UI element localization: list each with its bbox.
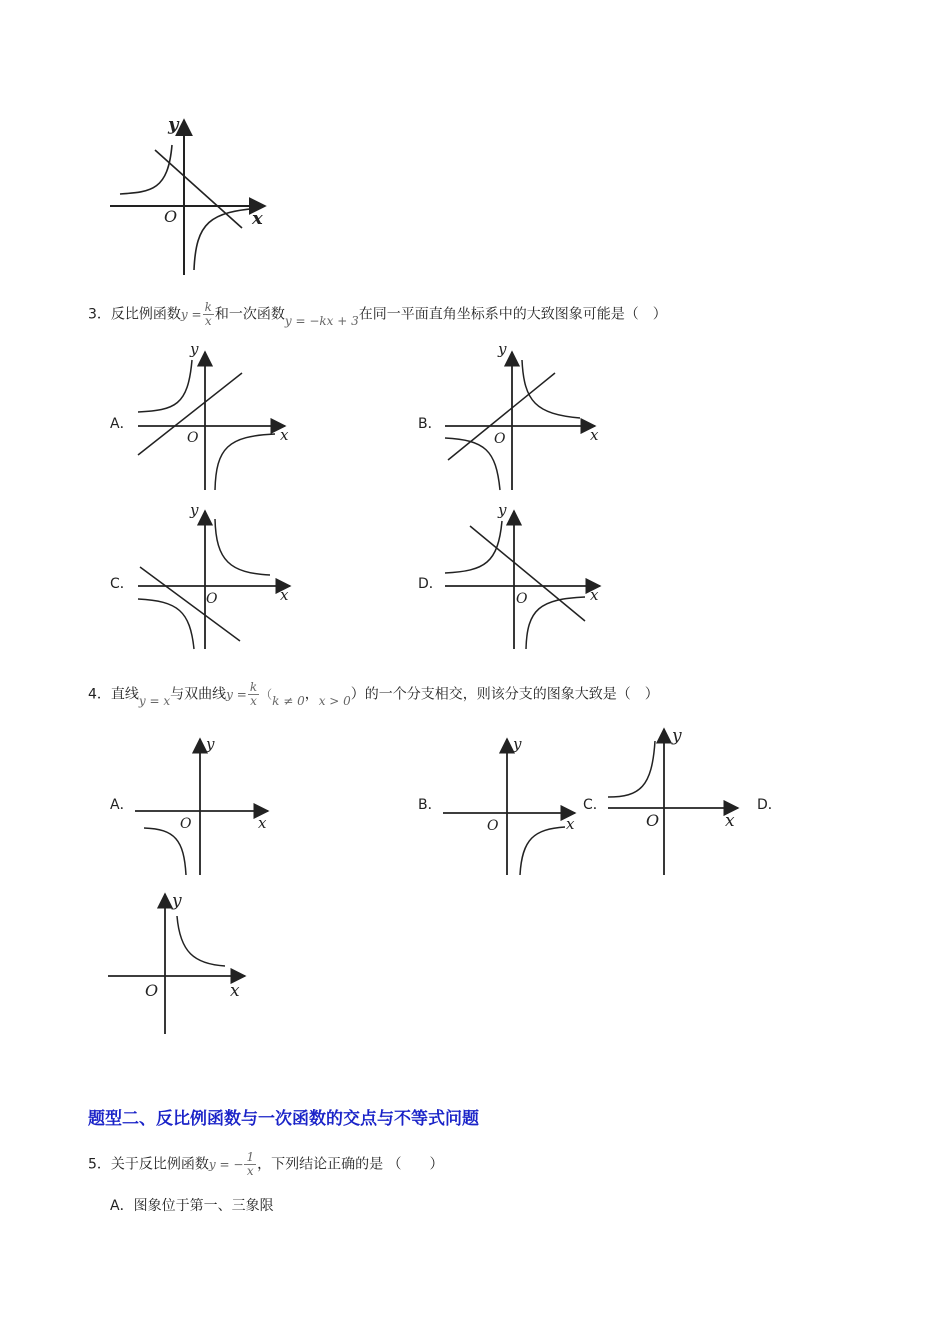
y-label: y	[190, 340, 199, 358]
q3-f1-lhs: y =	[180, 307, 202, 322]
q4-cond2: x > 0	[318, 693, 351, 708]
hyperbola-branch	[120, 145, 172, 194]
x-label: x	[566, 815, 575, 833]
q4-text-c: ）的一个分支相交，则该分支的图象大致是（ ）	[350, 686, 659, 703]
q4-graph-c[interactable]	[600, 725, 750, 880]
y-label: y	[498, 340, 507, 358]
q3-f2: y = −kx + 3	[284, 313, 359, 328]
q3-text-c: 在同一平面直角坐标系中的大致图象可能是（ ）	[358, 306, 667, 323]
y-label: y	[498, 501, 507, 519]
q3-f1-num: k	[204, 300, 212, 314]
q5-stem	[88, 1151, 444, 1178]
q4-option-b[interactable]: B．	[418, 797, 442, 813]
hyperbola-branch	[215, 434, 275, 490]
hyperbola-branch	[608, 741, 655, 797]
origin-label: O	[516, 591, 528, 607]
q4-option-a[interactable]: A．	[110, 797, 134, 813]
q4-f2-num: k	[249, 680, 258, 694]
q5-f-lhs: y = −	[208, 1157, 244, 1172]
hyperbola-branch	[215, 519, 270, 575]
q5-f-den: x	[246, 1164, 254, 1178]
q4-paren-open: （	[260, 687, 273, 702]
hyperbola-branch	[445, 438, 500, 490]
q3-f1-den: x	[204, 314, 212, 328]
straight-line	[470, 526, 585, 621]
y-label: y	[190, 501, 199, 519]
q3-option-d[interactable]: D．	[418, 576, 443, 592]
y-label: y	[168, 114, 179, 135]
q4-f2-lhs: y =	[226, 687, 247, 702]
q4-option-c[interactable]: C．	[583, 797, 607, 813]
q5-option-a[interactable]: A．图象位于第一、三象限	[110, 1198, 274, 1214]
q5-text-a: 关于反比例函数	[110, 1156, 209, 1173]
x-label: x	[590, 586, 599, 604]
origin-label: O	[145, 981, 159, 1000]
origin-label: O	[487, 818, 499, 834]
x-label: x	[258, 814, 267, 832]
q5-number: 5．	[88, 1156, 111, 1173]
q3-stem	[88, 301, 667, 328]
q4-f2-den: x	[250, 694, 257, 708]
q4-comma: ，	[304, 686, 319, 703]
x-label: x	[230, 981, 240, 1001]
origin-label: O	[164, 207, 178, 226]
q4-option-d[interactable]: D．	[757, 797, 782, 813]
q3-graph-a[interactable]	[130, 340, 300, 495]
q3-option-b[interactable]: B．	[418, 416, 442, 432]
q3-option-a[interactable]: A．	[110, 416, 134, 432]
hyperbola-branch	[177, 916, 225, 966]
y-label: y	[172, 891, 182, 911]
q4-graph-d[interactable]	[100, 888, 260, 1038]
q4-stem	[88, 681, 659, 708]
origin-label: O	[187, 430, 199, 446]
q3-option-c[interactable]: C．	[110, 576, 134, 592]
q4-cond1: k ≠ 0	[272, 693, 305, 708]
q3-graph-c[interactable]	[130, 503, 300, 653]
q2-graph	[100, 110, 280, 285]
q4-text-b: 与双曲线	[170, 686, 227, 703]
q5-f-num: 1	[246, 1150, 255, 1164]
q3-number: 3．	[88, 306, 111, 323]
q4-graph-a[interactable]	[130, 735, 280, 880]
hyperbola-branch	[526, 597, 585, 649]
hyperbola-branch	[194, 208, 260, 270]
q3-text-a: 反比例函数	[110, 306, 181, 323]
y-label: y	[672, 726, 682, 746]
q3-graph-d[interactable]	[440, 503, 610, 653]
hyperbola-branch	[520, 827, 565, 875]
origin-label: O	[494, 431, 506, 447]
y-label: y	[513, 735, 522, 753]
hyperbola-branch	[522, 360, 580, 418]
x-label: x	[725, 811, 735, 831]
q4-f1: y = x	[138, 693, 171, 708]
origin-label: O	[206, 591, 218, 607]
y-label: y	[206, 735, 215, 753]
hyperbola-branch	[138, 599, 194, 649]
q3-text-b: 和一次函数	[214, 306, 285, 323]
q3-graph-b[interactable]	[440, 340, 610, 495]
hyperbola-branch	[144, 828, 186, 875]
x-label: x	[252, 208, 263, 229]
x-label: x	[280, 586, 289, 604]
section-heading: 题型二、反比例函数与一次函数的交点与不等式问题	[88, 1109, 479, 1129]
hyperbola-branch	[138, 360, 192, 412]
q4-graph-b[interactable]	[440, 735, 590, 880]
q4-number: 4．	[88, 686, 111, 703]
q5-text-b: ，下列结论正确的是 （ ）	[257, 1156, 444, 1173]
q4-text-a: 直线	[110, 686, 139, 703]
x-label: x	[280, 426, 289, 444]
origin-label: O	[180, 816, 192, 832]
origin-label: O	[646, 811, 660, 830]
x-label: x	[590, 426, 599, 444]
